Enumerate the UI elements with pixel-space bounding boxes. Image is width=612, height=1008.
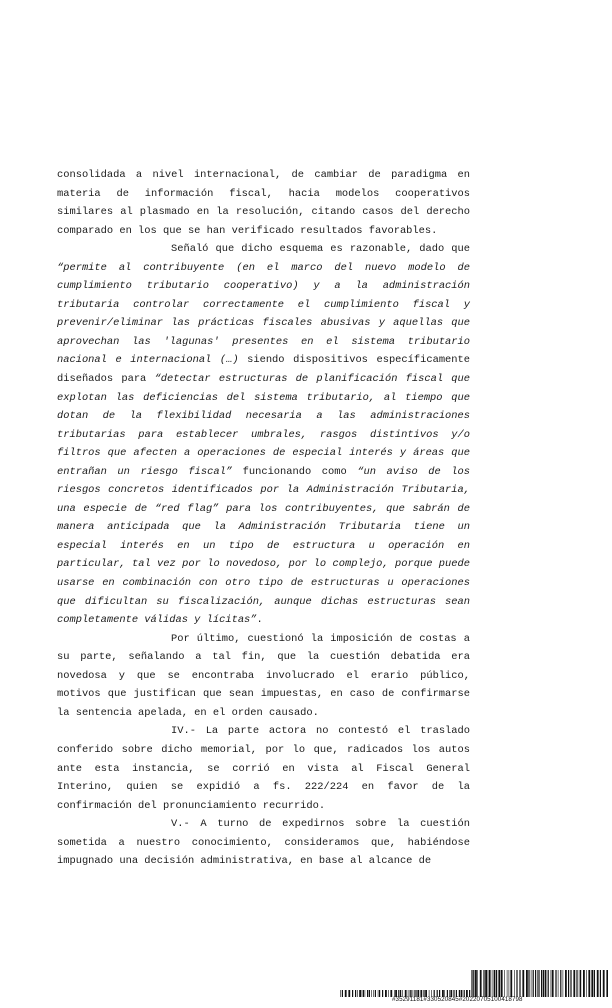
barcode-bar xyxy=(375,990,376,997)
barcode-bar xyxy=(379,990,380,997)
barcode-bar xyxy=(551,970,552,997)
barcode-bar xyxy=(516,970,517,997)
barcode-bar xyxy=(471,970,472,997)
barcode-bar xyxy=(357,990,358,997)
barcode-bar xyxy=(492,970,493,997)
barcode-bar xyxy=(355,990,356,997)
barcode-number: #35291181#330520845#20220705100418798 xyxy=(392,996,523,1003)
paragraph-1: consolidada a nivel internacional, de cambiar de paradigma en materia de información fiscal, hacia modelos cooperativos similares al plasmado en la resolución, citando casos del derecho comparado en los que se han verificado resultados favorables. xyxy=(57,169,470,237)
barcode-bar xyxy=(348,990,350,997)
barcode-bar xyxy=(473,970,474,997)
barcode-bar xyxy=(382,990,383,997)
barcode-bar xyxy=(494,970,496,997)
barcode-bar xyxy=(545,970,547,997)
barcode-bar xyxy=(489,970,491,997)
barcode-bar xyxy=(537,970,538,997)
barcode-bar xyxy=(539,970,540,997)
paragraph-5: V.- A turno de expedirnos sobre la cuestión sometida a nuestro conocimiento, consideramos que, habiéndose impugnado una decisión administrativa, en base al alcance de xyxy=(57,818,470,868)
barcode-bar xyxy=(594,970,595,997)
barcode-bar xyxy=(362,990,363,997)
paragraph-2-quote-2: “detectar estructuras de planificación fiscal que explotan las deficiencias del sistema tributario, al tiempo que dotan de la flexibilidad necesaria a las administraciones tributarias para establecer umbrales, rasgos distintivos y/o filtros que afecten a operaciones de especial interés y áreas que entrañan un riesgo fiscal” xyxy=(57,373,470,478)
barcode-bar xyxy=(385,990,387,997)
paragraph-2-quote-3: “un aviso de los riesgos concretos identificados por la Administración Tributaria, una especie de “red flag” para los contribuyentes, que sabrán de manera anticipada que la Administración Tributaria tiene un especial interés en un tipo de estructura u operación en particular, tal vez por lo novedoso, por lo complejo, porque puede usarse en combinación con otro tipo de estructuras u operaciones que dificultan su fiscalización, aunque dichas estructuras sean completamente válidas y lícitas” xyxy=(57,465,470,627)
barcode-bar xyxy=(378,990,379,997)
barcode-bar xyxy=(488,970,489,997)
barcode-bar xyxy=(359,990,361,997)
barcode-bar xyxy=(555,970,556,997)
paragraph-2-text-d: . xyxy=(256,614,263,627)
barcode-bar xyxy=(568,970,569,997)
barcode-bar xyxy=(371,990,372,997)
barcode-bar xyxy=(573,970,575,997)
barcode-bar xyxy=(522,970,524,997)
barcode-bar xyxy=(563,970,564,997)
barcode-bar xyxy=(388,990,389,997)
barcode-bar xyxy=(565,970,567,997)
barcode-bar xyxy=(340,990,341,997)
barcode-bar xyxy=(365,990,366,997)
barcode-bar xyxy=(485,970,487,997)
barcode-bar xyxy=(597,970,599,997)
document-body xyxy=(57,166,470,871)
barcode-bar xyxy=(504,970,505,997)
barcode-bar xyxy=(509,970,510,997)
paragraph-2-text-a: Señaló que dicho esquema es razonable, dado que xyxy=(171,243,470,256)
barcode-bar xyxy=(526,970,528,997)
barcode-bar xyxy=(352,990,353,997)
barcode-bar xyxy=(373,990,374,997)
barcode-bar xyxy=(501,970,503,997)
barcode-bar xyxy=(480,970,482,997)
barcode-bar xyxy=(606,970,608,997)
barcode-bar xyxy=(496,970,497,997)
barcode-bar xyxy=(586,970,587,997)
barcode-bar xyxy=(600,970,601,997)
barcode-bar xyxy=(570,970,571,997)
barcode-bar xyxy=(588,970,590,997)
paragraph-4: IV.- La parte actora no contestó el traslado conferido sobre dicho memorial, por lo que, radicados los autos ante esta instancia, se corrió en vista al Fiscal General Interino, quien se expidió a fs. 222/224 en favor de la confirmación del pronunciamiento recurrido. xyxy=(57,725,470,812)
barcode-bar xyxy=(514,970,515,997)
barcode-bar xyxy=(552,970,554,997)
barcode-bar xyxy=(576,970,577,997)
barcode-bar xyxy=(345,990,347,997)
barcode-bar xyxy=(498,970,500,997)
barcode-bar xyxy=(528,970,529,997)
paragraph-3: Por último, cuestionó la imposición de costas a su parte, señalando a tal fin, que la cuestión debatida era novedosa y que se encontraba involucrado el erario público, motivos que justifican que sean impuestas, en caso de confirmarse la sentencia apelada, en el orden causado. xyxy=(57,632,470,719)
barcode-bar xyxy=(535,970,536,997)
barcode xyxy=(340,970,608,997)
barcode-bar xyxy=(510,970,512,997)
barcode-bar xyxy=(342,990,343,997)
barcode-bar xyxy=(363,990,364,997)
barcode-bar xyxy=(367,990,368,997)
barcode-bar xyxy=(541,970,542,997)
paragraph-2-text-c: funcionando como xyxy=(232,465,358,478)
barcode-bar xyxy=(477,970,478,997)
barcode-bar xyxy=(543,970,544,997)
paragraph-2-text-b: siendo dispositivos específicamente diseñados para xyxy=(57,354,470,386)
paragraph-2-quote-1: “permite al contribuyente (en el marco del nuevo modelo de cumplimiento tributario cooperativo) y a la administración tributaria controlar correctamente el cumplimiento fiscal y prevenir/eliminar las prácticas fiscales abusivas y aquellas que aprovechan las 'lagunas' presentes en el sistema tributario nacional e internacional (…) xyxy=(57,261,470,367)
barcode-bar xyxy=(583,970,585,997)
barcode-bar xyxy=(603,970,605,997)
barcode-bar xyxy=(483,970,484,997)
paragraph-2 xyxy=(57,240,470,629)
barcode-bar xyxy=(558,970,559,997)
barcode-bar xyxy=(533,970,534,997)
barcode-bar xyxy=(475,970,477,997)
barcode-bar xyxy=(591,970,593,997)
barcode-bar xyxy=(531,970,532,997)
barcode-bar xyxy=(580,970,581,997)
barcode-bar xyxy=(560,970,561,997)
barcode-bar xyxy=(369,990,370,997)
barcode-bar xyxy=(519,970,520,997)
barcode-bar xyxy=(579,970,580,997)
barcode-bar xyxy=(548,970,549,997)
barcode-bar xyxy=(507,970,508,997)
